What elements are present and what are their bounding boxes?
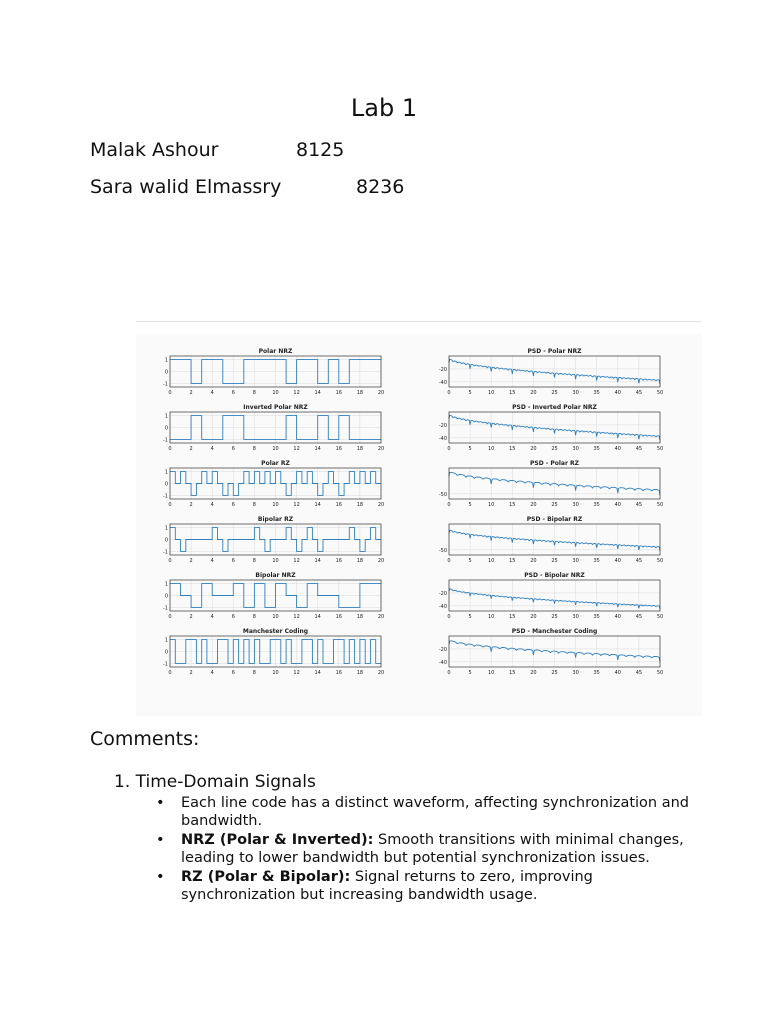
x-tick-label: 35 [593,446,600,452]
y-tick-label: 1 [164,637,168,644]
x-tick-label: 25 [551,446,558,452]
author-name: Malak Ashour [90,139,219,161]
x-tick-label: 20 [530,390,537,396]
x-tick-label: 16 [335,670,342,676]
x-tick-label: 12 [293,502,300,508]
x-tick-label: 20 [377,502,385,508]
line-code-figure [136,334,702,716]
list-item [156,868,696,905]
y-tick-label: -40 [438,659,447,666]
x-tick-label: 10 [272,614,279,620]
subplot-title: Manchester Coding [242,628,309,635]
x-tick-label: 25 [551,558,558,564]
x-tick-label: 25 [551,390,558,396]
x-tick-label: 15 [509,390,516,396]
x-tick-label: 4 [210,670,214,676]
x-tick-label: 10 [272,390,279,396]
x-tick-label: 16 [335,446,342,452]
list-item [156,831,696,868]
subplot [439,404,663,452]
x-tick-label: 5 [468,558,472,564]
y-tick-label: -40 [438,435,447,442]
x-tick-label: 8 [252,614,256,620]
x-tick-label: 20 [530,558,537,564]
x-tick-label: 50 [656,502,664,508]
x-tick-label: 2 [189,390,193,396]
figure-divider [136,321,702,322]
x-tick-label: 12 [293,614,300,620]
y-tick-label: 0 [164,425,168,432]
x-tick-label: 0 [168,614,172,620]
x-tick-label: 30 [572,446,579,452]
subplot-title: PSD - Inverted Polar NRZ [512,404,597,411]
x-tick-label: 35 [593,502,600,508]
x-tick-label: 0 [447,390,451,396]
x-tick-label: 8 [252,502,256,508]
x-tick-label: 14 [314,558,321,564]
x-tick-label: 40 [614,614,621,620]
x-tick-label: 10 [488,502,495,508]
x-tick-label: 10 [272,502,279,508]
x-tick-label: 4 [210,446,214,452]
comments-heading: Comments: [90,728,200,750]
subplot-title: Bipolar NRZ [255,572,296,579]
y-tick-label: -50 [438,491,447,498]
x-tick-label: 6 [231,670,235,676]
subplot-title: Polar RZ [261,460,290,467]
bullet-glyph: • [156,831,165,848]
subplot-title: PSD - Bipolar NRZ [524,572,585,579]
y-tick-label: -1 [163,437,168,444]
y-tick-label: 0 [164,593,168,600]
x-tick-label: 35 [593,670,600,676]
y-tick-label: -20 [438,366,447,373]
x-tick-label: 0 [447,502,451,508]
y-tick-label: -20 [438,590,447,597]
comment-list [156,794,696,904]
subplot [163,404,384,452]
x-tick-label: 50 [656,558,664,564]
bullet-text: Signal returns to zero, improving synchronization but increasing bandwidth usage. [181,868,593,904]
subplot [163,460,384,508]
x-tick-label: 15 [509,614,516,620]
x-tick-label: 18 [356,502,364,508]
document-title: Lab 1 [350,94,418,122]
x-tick-label: 20 [530,614,537,620]
x-tick-label: 14 [314,670,321,676]
author-name: Sara walid Elmassry [90,176,282,198]
x-tick-label: 50 [656,390,664,396]
x-tick-label: 20 [377,614,385,620]
author-id: 8236 [356,176,405,198]
y-tick-label: 0 [164,537,168,544]
x-tick-label: 12 [293,446,300,452]
x-tick-label: 40 [614,390,621,396]
x-tick-label: 10 [272,558,279,564]
x-tick-label: 30 [572,614,579,620]
x-tick-label: 2 [189,558,193,564]
x-tick-label: 4 [210,558,214,564]
x-tick-label: 20 [530,502,537,508]
x-tick-label: 30 [572,670,579,676]
x-tick-label: 14 [314,614,321,620]
y-tick-label: -1 [163,493,168,500]
x-tick-label: 12 [293,558,300,564]
x-tick-label: 0 [168,558,172,564]
section-heading: 1. Time-Domain Signals [114,772,316,792]
subplot [439,572,663,620]
x-tick-label: 20 [377,670,385,676]
x-tick-label: 50 [656,614,664,620]
x-tick-label: 18 [356,670,364,676]
x-tick-label: 16 [335,502,342,508]
x-tick-label: 45 [635,446,643,452]
x-tick-label: 10 [488,558,495,564]
x-tick-label: 0 [168,390,172,396]
x-tick-label: 8 [252,670,256,676]
subplot [439,460,663,508]
y-tick-label: -50 [438,547,447,554]
subplot [163,348,384,396]
x-tick-label: 35 [593,390,600,396]
bullet-bold: NRZ (Polar & Inverted): [181,831,374,848]
x-tick-label: 0 [447,670,451,676]
x-tick-label: 10 [488,390,495,396]
x-tick-label: 2 [189,670,193,676]
x-tick-label: 15 [509,670,516,676]
x-tick-label: 18 [356,390,364,396]
x-tick-label: 14 [314,502,321,508]
x-tick-label: 6 [231,446,235,452]
x-tick-label: 20 [377,390,385,396]
x-tick-label: 10 [488,446,495,452]
x-tick-label: 25 [551,614,558,620]
subplot-title: Polar NRZ [258,348,293,355]
x-tick-label: 40 [614,502,621,508]
x-tick-label: 14 [314,446,321,452]
x-tick-label: 8 [252,558,256,564]
x-tick-label: 10 [272,670,279,676]
x-tick-label: 20 [377,558,385,564]
x-tick-label: 40 [614,558,621,564]
y-tick-label: -20 [438,646,447,653]
subplot-title: Inverted Polar NRZ [243,404,308,411]
subplot-title: Bipolar RZ [257,516,294,523]
bullet-glyph: • [156,795,165,811]
x-tick-label: 5 [468,502,472,508]
x-tick-label: 4 [210,390,214,396]
x-tick-label: 20 [530,446,537,452]
x-tick-label: 45 [635,614,643,620]
x-tick-label: 20 [377,446,385,452]
x-tick-label: 2 [189,614,193,620]
x-tick-label: 50 [656,446,664,452]
x-tick-label: 25 [551,670,558,676]
x-tick-label: 12 [293,670,300,676]
subplot [439,516,663,564]
x-tick-label: 4 [210,614,214,620]
x-tick-label: 10 [488,670,495,676]
x-tick-label: 4 [210,502,214,508]
x-tick-label: 2 [189,502,193,508]
y-tick-label: 1 [164,469,168,476]
x-tick-label: 50 [656,670,664,676]
x-tick-label: 45 [635,558,643,564]
subplot [439,628,663,676]
x-tick-label: 5 [468,390,472,396]
y-tick-label: 1 [164,581,168,588]
x-tick-label: 0 [447,614,451,620]
y-tick-label: -1 [163,381,168,388]
y-tick-label: 0 [164,649,168,656]
x-tick-label: 18 [356,614,364,620]
x-tick-label: 6 [231,390,235,396]
y-tick-label: -1 [163,549,168,556]
x-tick-label: 14 [314,390,321,396]
x-tick-label: 18 [356,446,364,452]
list-item [156,794,696,831]
y-tick-label: -20 [438,422,447,429]
x-tick-label: 10 [488,614,495,620]
x-tick-label: 16 [335,558,342,564]
x-tick-label: 6 [231,558,235,564]
subplot-title: PSD - Polar NRZ [527,348,582,355]
x-tick-label: 0 [447,446,451,452]
y-tick-label: 1 [164,525,168,532]
x-tick-label: 2 [189,446,193,452]
y-tick-label: -1 [163,605,168,612]
x-tick-label: 0 [447,558,451,564]
x-tick-label: 18 [356,558,364,564]
bullet-text: Smooth transitions with minimal changes, leading to lower bandwidth but potential synchronization issues. [181,831,684,867]
x-tick-label: 25 [551,502,558,508]
x-tick-label: 30 [572,390,579,396]
y-tick-label: -40 [438,603,447,610]
x-tick-label: 8 [252,446,256,452]
x-tick-label: 30 [572,558,579,564]
x-tick-label: 20 [530,670,537,676]
y-tick-label: 0 [164,369,168,376]
subplot-title: PSD - Polar RZ [529,460,580,467]
x-tick-label: 40 [614,446,621,452]
x-tick-label: 30 [572,502,579,508]
y-tick-label: 1 [164,357,168,364]
x-tick-label: 12 [293,390,300,396]
y-tick-label: 1 [164,413,168,420]
x-tick-label: 10 [272,446,279,452]
x-tick-label: 8 [252,390,256,396]
x-tick-label: 15 [509,558,516,564]
subplot [163,516,384,564]
x-tick-label: 15 [509,446,516,452]
subplot [163,628,384,676]
x-tick-label: 16 [335,614,342,620]
x-tick-label: 6 [231,502,235,508]
bullet-text: Each line code has a distinct waveform, affecting synchronization and bandwidth. [181,795,690,830]
x-tick-label: 35 [593,614,600,620]
author-row [90,176,405,198]
author-id: 8125 [296,139,345,161]
subplot-title: PSD - Bipolar RZ [526,516,583,523]
subplot-title: PSD - Manchester Coding [511,628,598,635]
x-tick-label: 35 [593,558,600,564]
x-tick-label: 5 [468,614,472,620]
x-tick-label: 15 [509,502,516,508]
x-tick-label: 45 [635,502,643,508]
x-tick-label: 5 [468,446,472,452]
bullet-glyph: • [156,868,165,885]
x-tick-label: 45 [635,670,643,676]
x-tick-label: 5 [468,670,472,676]
author-row [90,139,345,161]
x-tick-label: 6 [231,614,235,620]
x-tick-label: 16 [335,390,342,396]
y-tick-label: -1 [163,661,168,668]
bullet-bold: RZ (Polar & Bipolar): [181,868,351,885]
x-tick-label: 45 [635,390,643,396]
subplot [163,572,384,620]
y-tick-label: -40 [438,379,447,386]
x-tick-label: 0 [168,670,172,676]
x-tick-label: 0 [168,446,172,452]
x-tick-label: 40 [614,670,621,676]
subplot [439,348,663,396]
x-tick-label: 0 [168,502,172,508]
figure-plots [136,334,702,716]
y-tick-label: 0 [164,481,168,488]
